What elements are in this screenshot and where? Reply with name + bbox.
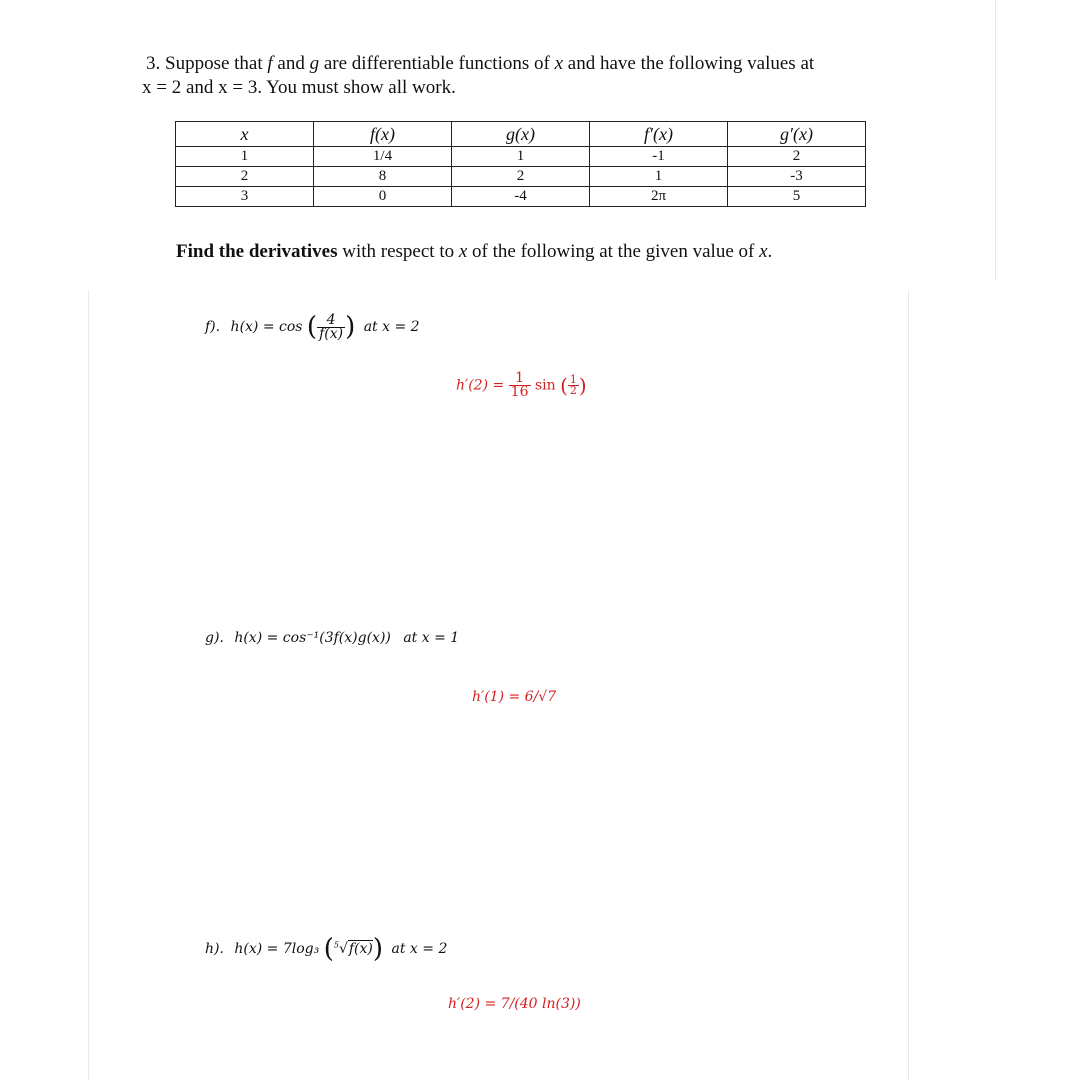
answer-sin: sin — [534, 377, 556, 394]
part-h-question — [205, 934, 447, 964]
page-edge-top-right — [995, 0, 996, 280]
part-h-condition: at x = 2 — [391, 941, 448, 957]
table-cell: 8 — [314, 167, 452, 187]
table-cell: 2 — [176, 167, 314, 187]
part-h-answer: h′(2) = 7/(40 ln(3)) — [448, 996, 581, 1012]
part-h-lhs: h(x) = 7log₃ — [234, 941, 320, 957]
value-x2: x = 2 — [142, 77, 182, 98]
problem-text: Suppose that — [165, 53, 263, 74]
part-g-question — [205, 630, 459, 646]
var-f: f — [267, 53, 273, 74]
fraction-denominator: 16 — [510, 384, 529, 400]
answer-fraction — [509, 372, 531, 399]
header-g: g(x) — [452, 122, 590, 147]
part-g-answer: h′(1) = 6/√7 — [472, 689, 557, 705]
part-g-expression: h(x) = cos⁻¹(3f(x)g(x)) — [234, 630, 391, 646]
table-cell: -4 — [452, 187, 590, 207]
problem-number: 3. — [146, 53, 161, 74]
table-row — [176, 167, 866, 187]
fraction-numerator: 1 — [509, 372, 531, 386]
header-f: f(x) — [314, 122, 452, 147]
instruction-text: with respect to — [342, 241, 455, 262]
value-x3: x = 3 — [218, 77, 258, 98]
part-f-fraction — [317, 311, 345, 342]
part-f-condition: at x = 2 — [363, 319, 420, 335]
values-table — [175, 121, 866, 207]
header-gprime: g′(x) — [728, 122, 866, 147]
table-cell: 2π — [590, 187, 728, 207]
var-x: x — [759, 241, 768, 262]
right-paren: ) — [578, 373, 587, 398]
part-f-lhs: h(x) = cos — [230, 319, 303, 335]
radical-sign: √ — [338, 941, 348, 957]
right-paren: ) — [372, 934, 384, 964]
part-f-question — [205, 312, 420, 342]
fraction-denominator: 2 — [569, 384, 577, 397]
page-edge-left — [88, 290, 89, 1080]
part-g-label: g). — [205, 630, 224, 646]
problem-text: and — [277, 53, 305, 74]
answer-lhs: h′(2) = — [456, 377, 509, 394]
left-paren: ( — [323, 934, 334, 964]
var-g: g — [309, 53, 320, 74]
instruction-bold: Find the derivatives — [176, 241, 338, 262]
left-paren: ( — [560, 373, 568, 398]
table-cell: -1 — [590, 147, 728, 167]
fraction-numerator: 1 — [569, 373, 577, 386]
table-row — [176, 147, 866, 167]
instruction-text: of the following at the given value of — [472, 241, 755, 262]
problem-text: and — [185, 77, 214, 98]
problem-text: . You must show all work. — [257, 77, 456, 98]
header-x: x — [176, 122, 314, 147]
fraction-numerator: 4 — [317, 314, 345, 328]
table-cell: 3 — [176, 187, 314, 207]
table-cell: 0 — [314, 187, 452, 207]
table-cell: 1 — [590, 167, 728, 187]
problem-text: and have the following values at — [567, 53, 815, 74]
table-cell: 1 — [452, 147, 590, 167]
part-h-label: h). — [205, 941, 224, 957]
var-x: x — [458, 241, 468, 262]
instruction-text: . — [767, 241, 773, 262]
root-index: 5 — [333, 940, 339, 950]
header-fprime: f′(x) — [590, 122, 728, 147]
table-row — [176, 187, 866, 207]
part-f-label: f). — [205, 319, 221, 335]
table-cell: 1/4 — [314, 147, 452, 167]
page-edge-right — [908, 290, 909, 1080]
problem-text: are differentiable functions of — [323, 53, 550, 74]
instruction — [176, 241, 772, 263]
left-paren: ( — [306, 312, 318, 342]
table-cell: 2 — [452, 167, 590, 187]
part-f-answer — [456, 372, 587, 399]
table-cell: -3 — [728, 167, 866, 187]
table-cell: 2 — [728, 147, 866, 167]
answer-arg-fraction — [568, 375, 579, 396]
table-cell: 5 — [728, 187, 866, 207]
table-header-row — [176, 122, 866, 147]
radicand: f(x) — [348, 941, 373, 957]
problem-statement — [142, 52, 886, 100]
part-g-condition: at x = 1 — [403, 630, 460, 646]
right-paren: ) — [345, 312, 356, 342]
fraction-denominator: f(x) — [319, 325, 344, 342]
table-cell: 1 — [176, 147, 314, 167]
var-x: x — [554, 53, 564, 74]
